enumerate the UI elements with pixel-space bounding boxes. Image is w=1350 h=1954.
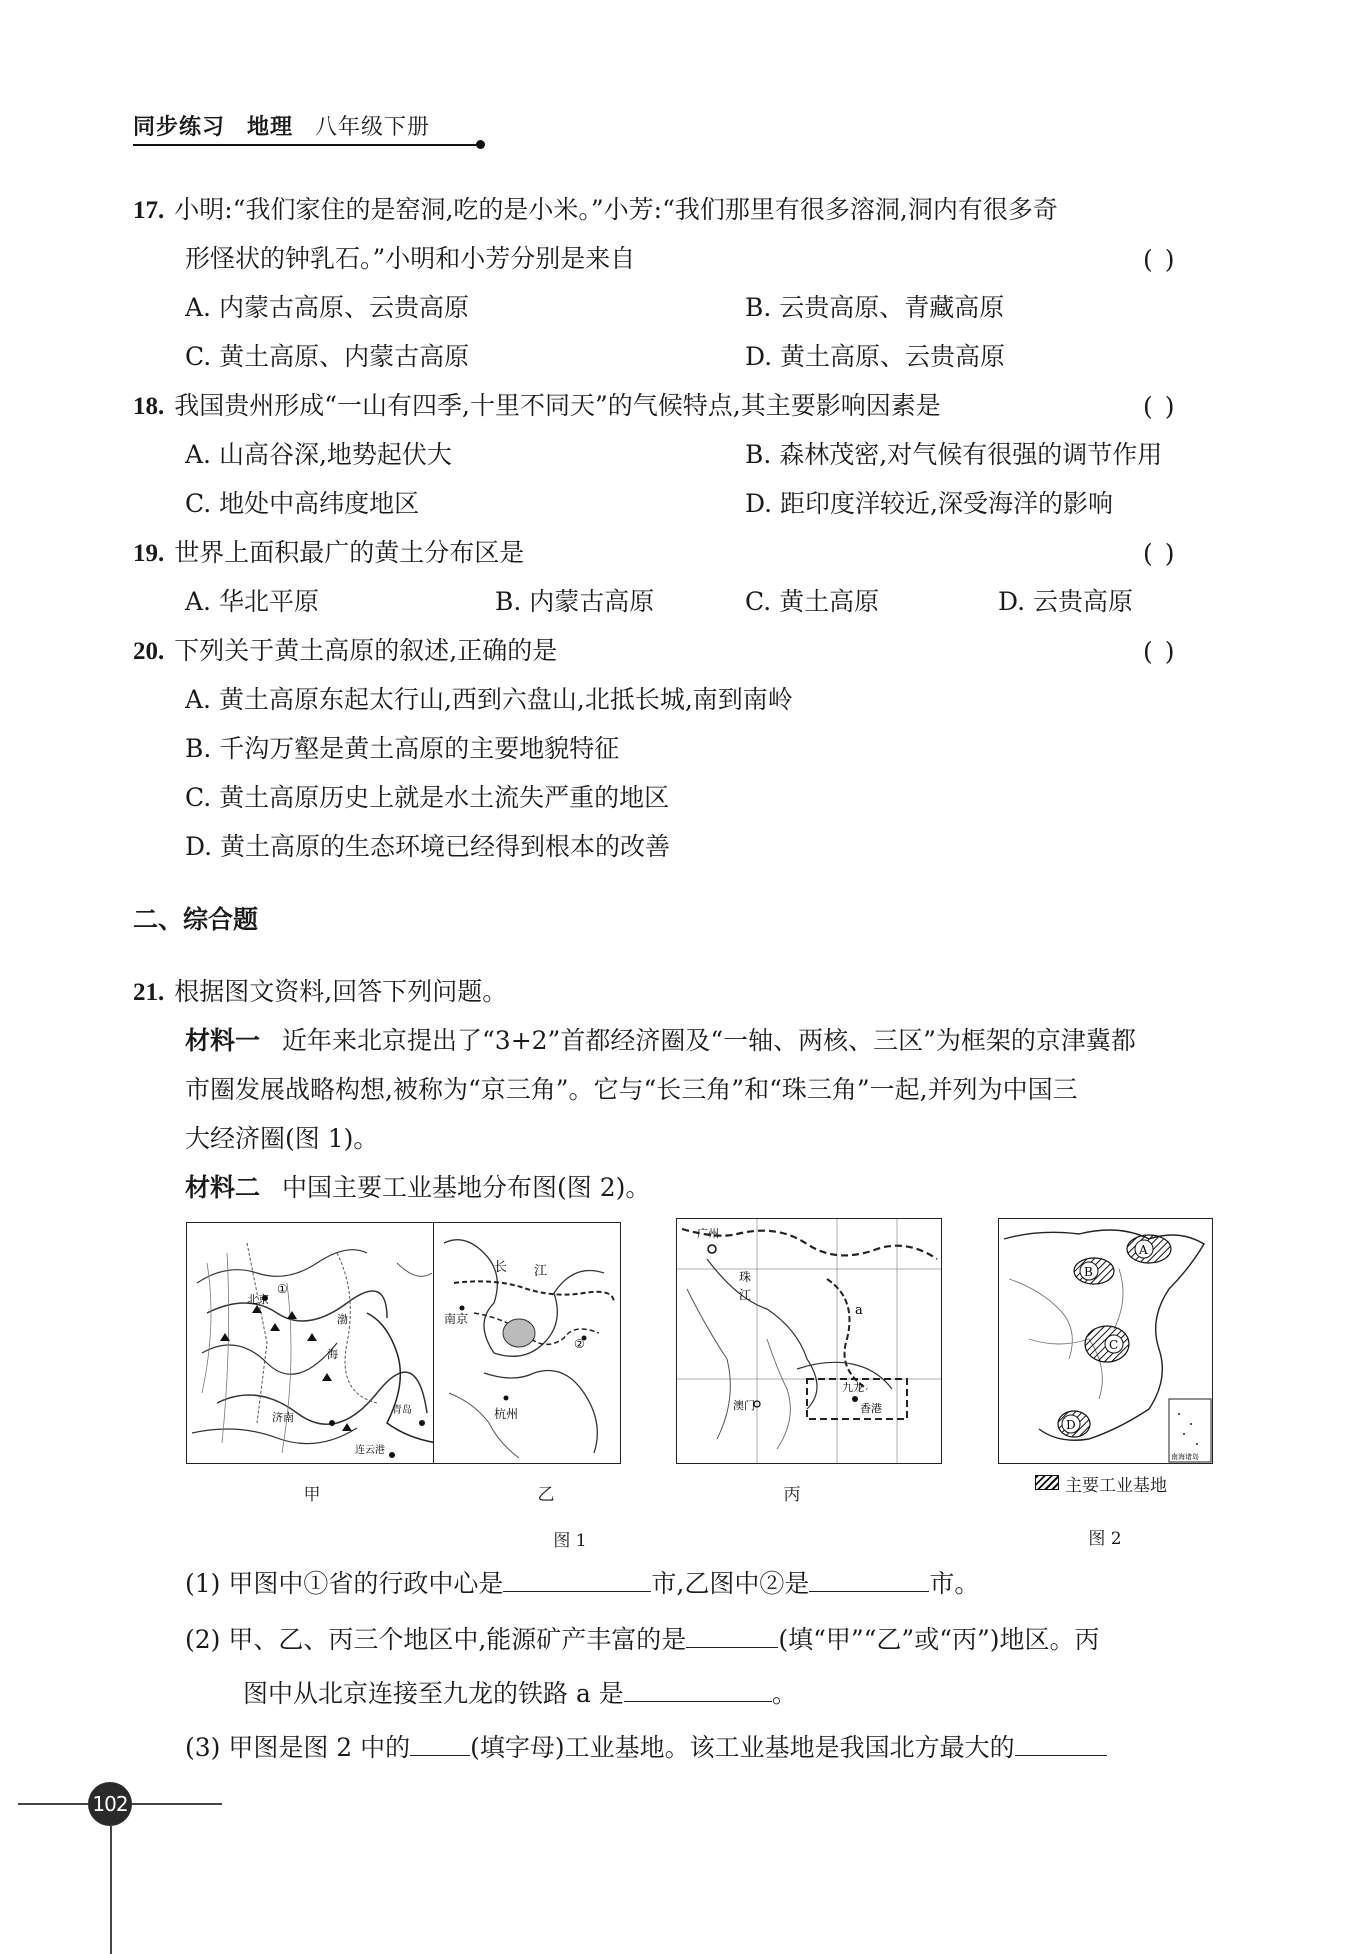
map-label: A [1139, 1243, 1148, 1257]
map-label: 连云港 [355, 1445, 385, 1456]
map-label: D [1066, 1418, 1076, 1432]
answer-blank[interactable] [410, 1731, 470, 1756]
sub-question-2-line2: 图中从北京连接至九龙的铁路 a 是 。 [243, 1679, 797, 1708]
map-label: 九龙 [842, 1381, 864, 1394]
map-label: B [1084, 1265, 1093, 1279]
option-d: D. 云贵高原 [998, 587, 1134, 616]
figure-2-caption: 图 2 [1088, 1529, 1122, 1549]
page-number: 102 [88, 1782, 132, 1826]
map-label: 江 [534, 1264, 548, 1279]
option-c: C. 黄土高原历史上就是水土流失严重的地区 [185, 783, 670, 812]
question-stem: 小明:“我们家住的是窑洞,吃的是小米。”小芳:“我们那里有很多溶洞,洞内有很多奇 [174, 195, 1058, 224]
header-rule [133, 144, 479, 146]
map-label: 长 [494, 1260, 508, 1275]
option-d: D. 黄土高原、云贵高原 [745, 342, 1006, 371]
map-label: ① [277, 1282, 288, 1296]
question-21-stem [133, 975, 507, 1010]
question-19-stem [133, 536, 524, 571]
option-b: B. 内蒙古高原 [495, 587, 655, 616]
material-2-line [185, 1171, 650, 1205]
material-1-line1 [185, 1024, 1136, 1058]
caption-jia: 甲 [303, 1485, 321, 1505]
map-label: 南京 [444, 1312, 469, 1326]
sub-question-2-line1: (2) 甲、乙、丙三个地区中,能源矿产丰富的是 (填“甲”“乙”或“丙”)地区。丙 [185, 1625, 1100, 1654]
map-label: 杭州 [494, 1407, 519, 1421]
answer-parentheses: ( ) [1143, 392, 1177, 421]
page-number-rule-left [18, 1803, 88, 1805]
question-stem: 下列关于黄土高原的叙述,正确的是 [174, 636, 558, 665]
map-label: 青岛 [392, 1405, 412, 1416]
option-a: A. 黄土高原东起太行山,西到六盘山,北抵长城,南到南岭 [185, 685, 793, 714]
option-b: B. 森林茂密,对气候有很强的调节作用 [745, 440, 1163, 469]
question-number: 18. [133, 393, 165, 420]
answer-blank[interactable] [624, 1677, 772, 1702]
material-text: 近年来北京提出了“3+2”首都经济圈及“一轴、两核、三区”为框架的京津冀都 [282, 1026, 1136, 1055]
answer-blank[interactable] [686, 1623, 778, 1648]
material-label: 材料一 [185, 1026, 261, 1055]
map-label: 广州 [697, 1227, 719, 1240]
section-heading: 二、综合题 [133, 905, 259, 934]
question-20-stem [133, 634, 557, 669]
map-label: 渤 [337, 1313, 348, 1326]
map-industrial-bases [998, 1218, 1213, 1464]
map-label: 江 [739, 1288, 752, 1302]
material-label: 材料二 [185, 1173, 261, 1202]
map-label: 济南 [272, 1411, 294, 1424]
running-header [133, 110, 430, 141]
answer-parentheses: ( ) [1143, 637, 1177, 666]
sub-question-1: (1) 甲图中①省的行政中心是 市,乙图中②是 市。 [185, 1569, 980, 1598]
material-1-line3: 大经济圈(图 1)。 [185, 1124, 379, 1153]
legend-label: 主要工业基地 [1065, 1476, 1167, 1496]
option-b: B. 千沟万壑是黄土高原的主要地貌特征 [185, 734, 620, 763]
option-c: C. 黄土高原 [745, 587, 880, 616]
map-label: ② [574, 1337, 585, 1351]
option-d: D. 黄土高原的生态环境已经得到根本的改善 [185, 832, 671, 861]
map-jia [186, 1222, 440, 1464]
map-label: 海 [327, 1348, 338, 1361]
answer-blank[interactable] [503, 1567, 651, 1592]
question-stem: 世界上面积最广的黄土分布区是 [174, 538, 525, 567]
question-number: 17. [133, 197, 165, 224]
answer-blank[interactable] [1015, 1731, 1107, 1756]
legend-hatch-swatch [1035, 1475, 1059, 1490]
option-a: A. 内蒙古高原、云贵高原 [185, 293, 469, 322]
map-label: 北京 [247, 1293, 269, 1306]
map-label: C [1109, 1338, 1119, 1352]
material-1-line2: 市圈发展战略构想,被称为“京三角”。它与“长三角”和“珠三角”一起,并列为中国三 [185, 1075, 1078, 1104]
question-number: 20. [133, 638, 165, 665]
question-17-line2: 形怪状的钟乳石。”小明和小芳分别是来自 [185, 244, 636, 273]
header-subject: 地理 [247, 115, 294, 140]
question-18-stem [133, 389, 941, 424]
page-number-rule-vertical [110, 1826, 112, 1954]
map-label: a [855, 1303, 863, 1318]
page-number-rule-right [132, 1803, 222, 1805]
caption-bing: 丙 [783, 1485, 801, 1505]
map-label: 南海诸岛 [1171, 1453, 1199, 1461]
question-stem: 根据图文资料,回答下列问题。 [174, 977, 508, 1006]
map-yi-drawing [434, 1223, 620, 1463]
option-d: D. 距印度洋较近,深受海洋的影响 [745, 489, 1113, 518]
map-jia-drawing [187, 1223, 439, 1463]
map-label: 珠 [739, 1270, 752, 1284]
figure-1-caption: 图 1 [553, 1531, 587, 1551]
answer-blank[interactable] [809, 1567, 929, 1592]
question-number: 21. [133, 979, 165, 1006]
answer-parentheses: ( ) [1143, 539, 1177, 568]
question-number: 19. [133, 540, 165, 567]
map-yi [433, 1222, 621, 1464]
header-series: 同步练习 [133, 115, 226, 140]
map-bing-drawing [677, 1219, 941, 1463]
answer-parentheses: ( ) [1143, 245, 1177, 274]
material-text: 中国主要工业基地分布图(图 2)。 [282, 1173, 651, 1202]
caption-yi: 乙 [537, 1485, 555, 1505]
option-a: A. 华北平原 [185, 587, 319, 616]
header-grade: 八年级下册 [315, 115, 431, 140]
map-bing [676, 1218, 942, 1464]
option-a: A. 山高谷深,地势起伏大 [185, 440, 452, 469]
map-industrial-bases-drawing [999, 1219, 1212, 1463]
map-label: 香港 [860, 1402, 882, 1415]
map-label: 澳门 [733, 1399, 755, 1412]
question-17-line1 [133, 193, 1058, 228]
option-b: B. 云贵高原、青藏高原 [745, 293, 1005, 322]
header-rule-dot [476, 140, 485, 149]
question-stem: 我国贵州形成“一山有四季,十里不同天”的气候特点,其主要影响因素是 [174, 391, 941, 420]
option-c: C. 黄土高原、内蒙古高原 [185, 342, 470, 371]
sub-question-3: (3) 甲图是图 2 中的 (填字母)工业基地。该工业基地是我国北方最大的 [185, 1731, 1107, 1765]
option-c: C. 地处中高纬度地区 [185, 489, 420, 518]
